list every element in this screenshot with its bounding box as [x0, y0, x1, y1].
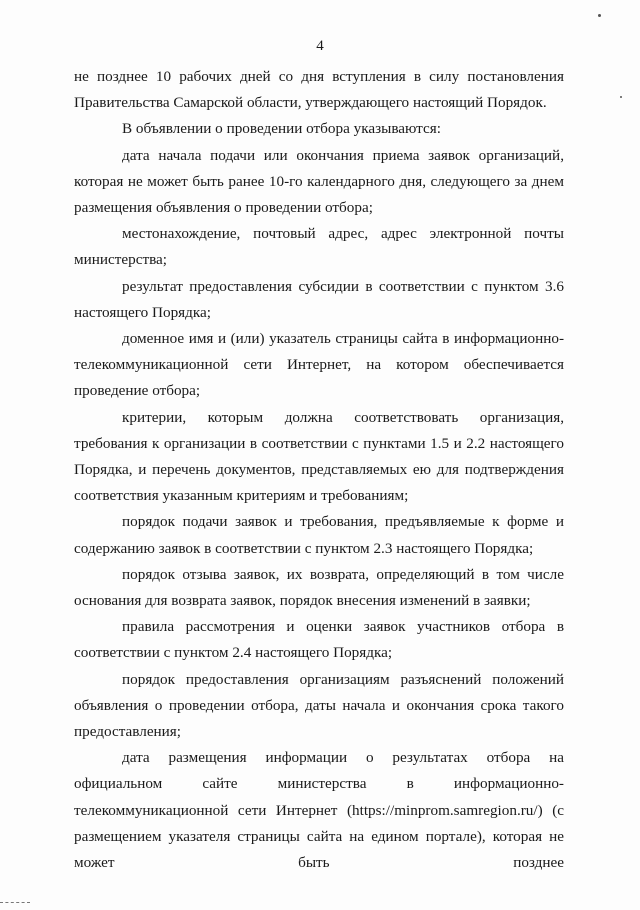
page-number: 4: [316, 38, 324, 54]
paragraph-review-rules: правила рассмотрения и оценки заявок участников отбора в соответствии с пунктом 2.4 настоящего Порядка;: [74, 618, 564, 662]
paragraph-clarifications: порядок предоставления организациям разъяснений положений объявления о проведении отбора, даты начала и окончания срока такого предоставления;: [74, 670, 564, 741]
document-body: [74, 64, 564, 876]
scan-edge-mark: [0, 902, 30, 904]
scan-speck: [598, 14, 601, 17]
paragraph-announcement-intro: В объявлении о проведении отбора указываются:: [122, 120, 441, 138]
paragraph-results-publication: дата размещения информации о результатах отбора на официальном сайте министерства в информационно-телекоммуникационной сети Интернет (https://minprom.samregion.ru/) (с размещением указателя страницы сайта на едином портале), которая не может быть позднее: [74, 749, 564, 872]
paragraph-subsidy-result: результат предоставления субсидии в соответствии с пунктом 3.6 настоящего Порядка;: [74, 277, 564, 321]
scan-speck: [620, 96, 622, 98]
paragraph-withdrawal-order: порядок отзыва заявок, их возврата, определяющий в том числе основания для возврата заявок, порядок внесения изменений в заявки;: [74, 565, 564, 610]
paragraph-submission-order: порядок подачи заявок и требования, предъявляемые к форме и содержанию заявок в соответствии с пунктом 2.3 настоящего Порядка;: [74, 513, 564, 557]
paragraph-continuation: не позднее 10 рабочих дней со дня вступления в силу постановления Правительства Самарской области, утверждающего настоящий Порядок.: [74, 68, 564, 112]
paragraph-ministry-address: местонахождение, почтовый адрес, адрес электронной почты министерства;: [74, 225, 564, 269]
paragraph-application-dates: дата начала подачи или окончания приема заявок организаций, которая не может быть ранее 10-го календарного дня, следующего за днем размещения объявления о проведении отбора;: [74, 146, 564, 217]
paragraph-domain-name: доменное имя и (или) указатель страницы сайта в информационно-телекоммуникационной сети Интернет, на котором обеспечивается проведение отбора;: [74, 330, 564, 400]
paragraph-criteria: критерии, которым должна соответствовать организация, требования к организации в соответствии с пунктами 1.5 и 2.2 настоящего Порядка, и перечень документов, представляемых ею для подтверждения соответствия указанным критериям и требованиям;: [74, 408, 564, 505]
